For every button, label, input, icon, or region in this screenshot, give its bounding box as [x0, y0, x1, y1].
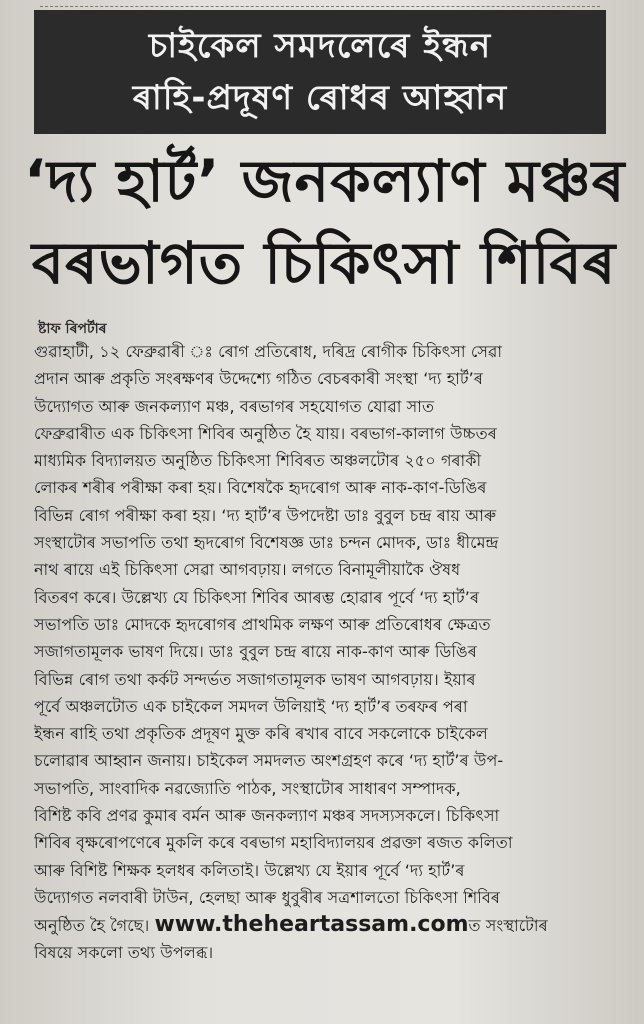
body-line: শিবিৰ বৃক্ষৰোপণেৰে মুকলি কৰে বৰভাগ মহাবিদ্যালয়ৰ প্ৰৱক্তা ৰজত কলিতা — [34, 833, 513, 853]
body-line: নাথ ৰায়ে এই চিকিৎসা সেৱা আগবঢ়ায়। লগতে বিনামূলীয়াকৈ ঔষধ — [34, 560, 461, 580]
body-line: সংস্থাটোৰ সভাপতি তথা হৃদৰোগ বিশেষজ্ঞ ডাঃ চন্দন মোদক, ডাঃ ধীমেন্দ্ৰ — [34, 533, 499, 553]
body-line: বিশিষ্ট কবি প্ৰণৱ কুমাৰ বৰ্মন আৰু জনকল্যাণ মঞ্চৰ সদস্যসকলে। চিকিৎসা — [34, 806, 500, 826]
body-line: প্ৰদান আৰু প্ৰকৃতি সংৰক্ষণৰ উদ্দেশ্যে গঠিত বেচৰকাৰী সংস্থা ‘দ্য হাৰ্ট’ৰ — [34, 369, 483, 389]
headline-line-1: ‘দ্য হাৰ্ট’ জনকল্যাণ মঞ্চৰ — [24, 147, 626, 215]
byline: ষ্টাফ ৰিপৰ্টাৰ — [38, 321, 107, 337]
kicker-line-2: ৰাহি-প্ৰদূষণ ৰোধৰ আহ্বান — [132, 78, 508, 118]
body-line: মাধ্যমিক বিদ্যালয়ত অনুষ্ঠিত চিকিৎসা শিবিৰত অঞ্চলটোৰ ২৫০ গৰাকী — [34, 451, 482, 471]
body-url-line — [34, 911, 616, 938]
headline-line-2: বৰভাগত চিকিৎসা শিবিৰ — [31, 229, 617, 297]
body-url-prefix: অনুষ্ঠিত হৈ গৈছে। — [34, 916, 155, 936]
kicker-line-1: চাইকেল সমদলেৰে ইন্ধন — [148, 26, 492, 66]
body-line: বিতৰণ কৰে। উল্লেখ্য যে চিকিৎসা শিবিৰ আৰম্ভ হোৱাৰ পূৰ্বে ‘দ্য হাৰ্ট’ৰ — [34, 587, 480, 607]
body-line: আৰু বিশিষ্ট শিক্ষক হলধৰ কলিতাই। উল্লেখ্য যে ইয়াৰ পূৰ্বে ‘দ্য হাৰ্ট’ৰ — [34, 860, 465, 880]
kicker-banner — [34, 10, 606, 134]
body-line: ইন্ধন ৰাহি তথা প্ৰকৃতিক প্ৰদূষণ মুক্ত কৰি ৰখাৰ বাবে সকলোকে চাইকেল — [34, 724, 488, 744]
body-line: উদ্যোগত আৰু জনকল্যাণ মঞ্চ, বৰভাগৰ সহযোগত যোৱা সাত — [34, 396, 435, 416]
body-line: বিভিন্ন ৰোগ পৰীক্ষা কৰা হয়। ‘দ্য হাৰ্ট’ৰ উপদেষ্টা ডাঃ বুবুল চন্দ্ৰ ৰায় আৰু — [34, 505, 497, 525]
body-line: চলোৱাৰ আহ্বান জনায়। চাইকেল সমদলত অংশগ্ৰহণ কৰে ‘দ্য হাৰ্ট’ৰ উপ- — [34, 751, 504, 771]
body-line: সভাপতি, সাংবাদিক নৱজ্যোতি পাঠক, সংস্থাটোৰ সাধাৰণ সম্পাদক, — [34, 778, 461, 798]
headline — [24, 140, 624, 304]
body-line: পূৰ্বে অঞ্চলটোত এক চাইকেল সমদল উলিয়াই ‘দ্য হাৰ্ট’ৰ তৰফৰ পৰা — [34, 696, 468, 716]
body-url-suffix: ত সংস্থাটোৰ — [468, 916, 548, 936]
article-body — [34, 338, 616, 966]
body-line: লোকৰ শৰীৰ পৰীক্ষা কৰা হয়। বিশেষকৈ হৃদৰোগ আৰু নাক-কাণ-ডিঙিৰ — [34, 478, 487, 498]
website-url: www.theheartassam.com — [154, 912, 469, 938]
body-line: ফেব্ৰুৱাৰীত এক চিকিৎসা শিবিৰ অনুষ্ঠিত হৈ যায়। বৰভাগ-কালাগ উচ্চতৰ — [34, 423, 497, 443]
body-line: বিভিন্ন ৰোগ তথা কৰ্কট সন্দৰ্ভত সজাগতামূলক ভাষণ আগবঢ়ায়। ইয়াৰ — [34, 669, 476, 689]
body-line: গুৱাহাটী, ১২ ফেব্ৰুৱাৰী ঃ ৰোগ প্ৰতিৰোধ, দৰিদ্ৰ ৰোগীক চিকিৎসা সেৱা — [34, 342, 503, 361]
body-line: সভাপতি ডাঃ মোদকে হৃদৰোগৰ প্ৰাথমিক লক্ষণ আৰু প্ৰতিৰোধৰ ক্ষেত্ৰত — [34, 614, 491, 634]
body-line: বিষয়ে সকলো তথ্য উপলব্ধ। — [34, 942, 214, 962]
top-edge-rule — [40, 0, 600, 7]
body-line: উদ্যোগত নলবাৰী টাউন, হেলছা আৰু ধুবুৰীৰ সত্ৰশালতো চিকিৎসা শিবিৰ — [34, 887, 500, 907]
body-line: সজাগতামূলক ভাষণ দিয়ে। ডাঃ বুবুল চন্দ্ৰ ৰায়ে নাক-কাণ আৰু ডিঙিৰ — [34, 642, 477, 662]
